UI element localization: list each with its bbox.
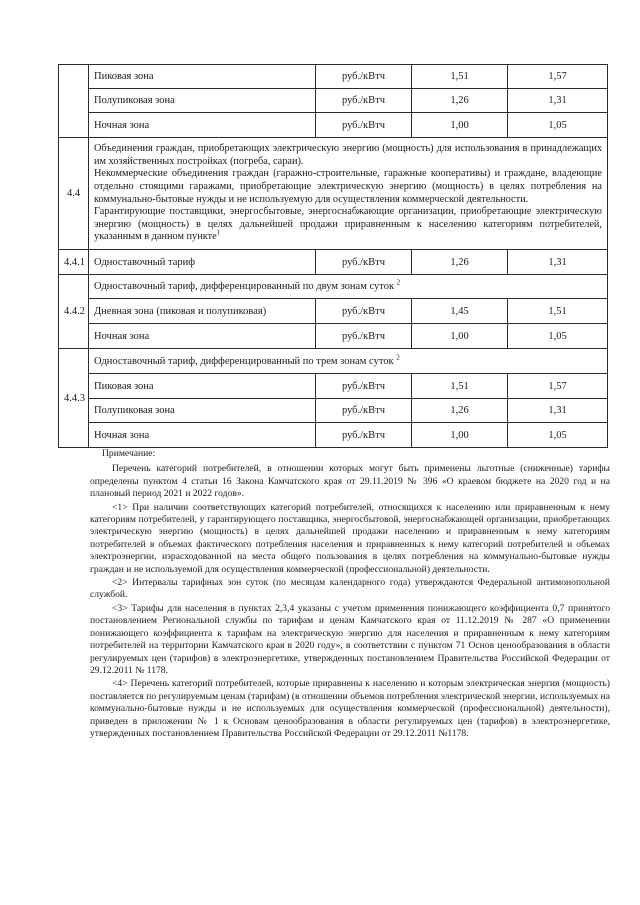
notes-section — [90, 448, 610, 741]
footnote-marker: 2 — [396, 353, 400, 361]
table-row-4-4-2 — [59, 275, 608, 299]
section-row-4-4 — [59, 138, 608, 250]
row-label: Ночная зона — [89, 324, 316, 349]
row-unit: руб./кВтч — [316, 324, 412, 349]
row-value-2: 1,31 — [508, 250, 608, 275]
table-row-4-4-3 — [59, 349, 608, 374]
note-paragraph: <3> Тарифы для населения в пунктах 2,3,4 указаны с учетом применения понижающего коэффициента 0,7 принятого постановлением Региональной службы по тарифам и ценам Камчатского края от 11.12.2019 № 287 «О применении понижающего коэффициента к тарифам на электрическую энергию для населения и приравненным к нему категориям потребителей на территории Камчатского края в 2020 году», в соответствии с пунктом 71 Основ ценообразования в области регулируемых цен (тарифов) в электроэнергетике, утвержденных постановлением Правительства Российской Федерации от 29.12.2011 № 1178. — [90, 602, 610, 676]
row-value-2: 1,05 — [508, 423, 608, 448]
row-label: Одноставочный тариф, дифференцированный по двум зонам суток $^2$ — [89, 275, 608, 299]
row-unit: руб./кВтч — [316, 299, 412, 324]
table-row — [59, 65, 608, 89]
row-number: 4.4.3 — [59, 349, 89, 448]
row-label: Одноставочный тариф, дифференцированный по трем зонам суток $^2$ — [89, 349, 608, 374]
table-row — [59, 374, 608, 399]
row-label: Пиковая зона — [89, 374, 316, 399]
row-value-2: 1,51 — [508, 299, 608, 324]
row-label: Ночная зона — [89, 113, 316, 138]
row-unit: руб./кВтч — [316, 65, 412, 89]
row-value-2: 1,05 — [508, 113, 608, 138]
section-paragraph: Гарантирующие поставщики, энергосбытовые, энергоснабжающие организации, приобретающие электрическую энергию (мощность) в целях дальнейшей продажи приравненным к населению категориям потребителей, указанным в данном пункте$^1$ — [94, 206, 602, 243]
footnote-marker: 2 — [396, 278, 401, 287]
row-number: 4.4.2 — [59, 275, 89, 349]
row-value-1: 1,26 — [412, 399, 508, 423]
row-value-1: 1,00 — [412, 113, 508, 138]
footnote-marker: 1 — [216, 228, 221, 237]
row-label: Пиковая зона — [89, 65, 316, 89]
row-label: Полупиковая зона — [89, 399, 316, 423]
table-row — [59, 299, 608, 324]
row-value-1: 1,00 — [412, 324, 508, 349]
section-number: 4.4 — [59, 138, 89, 250]
table-row — [59, 423, 608, 448]
row-unit: руб./кВтч — [316, 423, 412, 448]
note-paragraph: Перечень категорий потребителей, в отношении которых могут быть применены льготные (сниженные) тарифы определены пунктом 4 статьи 16 Закона Камчатского края от 29.11.2019 № 396 «О краевом бюджете на 2020 год и на плановый период 2021 и 2022 годов». — [90, 463, 610, 500]
row-number: 4.4.1 — [59, 250, 89, 275]
row-value-2: 1,31 — [508, 89, 608, 113]
row-unit: руб./кВтч — [316, 113, 412, 138]
row-value-1: 1,51 — [412, 374, 508, 399]
row-unit: руб./кВтч — [316, 89, 412, 113]
note-paragraph: <2> Интервалы тарифных зон суток (по месяцам календарного года) утверждаются Федеральной антимонопольной службой. — [90, 577, 610, 601]
row-unit: руб./кВтч — [316, 399, 412, 423]
row-value-1: 1,26 — [412, 89, 508, 113]
note-paragraph: <4> Перечень категорий потребителей, которые приравнены к населению и которым электрическая энергия (мощность) поставляется по регулируемым ценам (тарифам) (в отношении объемов потребления электрической энергии, используемых на коммунально-бытовые нужды и не используемых для осуществления коммерческой (профессиональной) деятельности), приведен в приложении № 1 к Основам ценообразования в области регулируемых цен (тарифов) в электроэнергетике, утвержденных постановлением Правительства Российской Федерации от 29.12.2011 №1178. — [90, 678, 610, 739]
row-unit: руб./кВтч — [316, 374, 412, 399]
row-value-1: 1,26 — [412, 250, 508, 275]
row-value-2: 1,05 — [508, 324, 608, 349]
table-row — [59, 89, 608, 113]
row-label: Одноставочный тариф — [89, 250, 316, 275]
notes-heading: Примечание: — [102, 448, 156, 459]
row-value-1: 1,00 — [412, 423, 508, 448]
empty-num-cell — [59, 65, 89, 138]
tariff-table — [58, 64, 608, 448]
row-unit: руб./кВтч — [316, 250, 412, 275]
row-label: Дневная зона (пиковая и полупиковая) — [89, 299, 316, 324]
row-label: Полупиковая зона — [89, 89, 316, 113]
table-row — [59, 324, 608, 349]
section-description — [89, 138, 608, 250]
row-value-2: 1,57 — [508, 374, 608, 399]
row-value-1: 1,45 — [412, 299, 508, 324]
row-label: Ночная зона — [89, 423, 316, 448]
note-paragraph: <1> При наличии соответствующих категорий потребителей, относящихся к населению или приравненным к нему категориям потребителей, у гарантирующего поставщика, энергосбытовой, энергоснабжающей организации, приобретающих электрическую энергию (мощность) в целях дальнейшей продажи населению и приравненным к нему категориям потребителей в объемах фактического потребления населения и приравненных к нему категорий потребителей и объемах электроэнергии, израсходованной на места общего пользования в целях потребления на коммунально-бытовые нужды граждан и не используемой для осуществления коммерческой (профессиональной) деятельности. — [90, 501, 610, 575]
row-value-2: 1,31 — [508, 399, 608, 423]
section-paragraph: Некоммерческие объединения граждан (гаражно-строительные, гаражные кооперативы) и граждане, владеющие отдельно стоящими гаражами, приобретающие электрическую энергию (мощность) в целях потребления на коммунально-бытовые нужды и не используемую для осуществления коммерческой деятельности. — [94, 168, 602, 205]
row-value-1: 1,51 — [412, 65, 508, 89]
section-paragraph: Объединения граждан, приобретающих электрическую энергию (мощность) для использования в принадлежащих им хозяйственных постройках (погреба, сараи). — [94, 143, 602, 167]
table-row — [59, 113, 608, 138]
table-row — [59, 399, 608, 423]
row-value-2: 1,57 — [508, 65, 608, 89]
table-row-4-4-1 — [59, 250, 608, 275]
